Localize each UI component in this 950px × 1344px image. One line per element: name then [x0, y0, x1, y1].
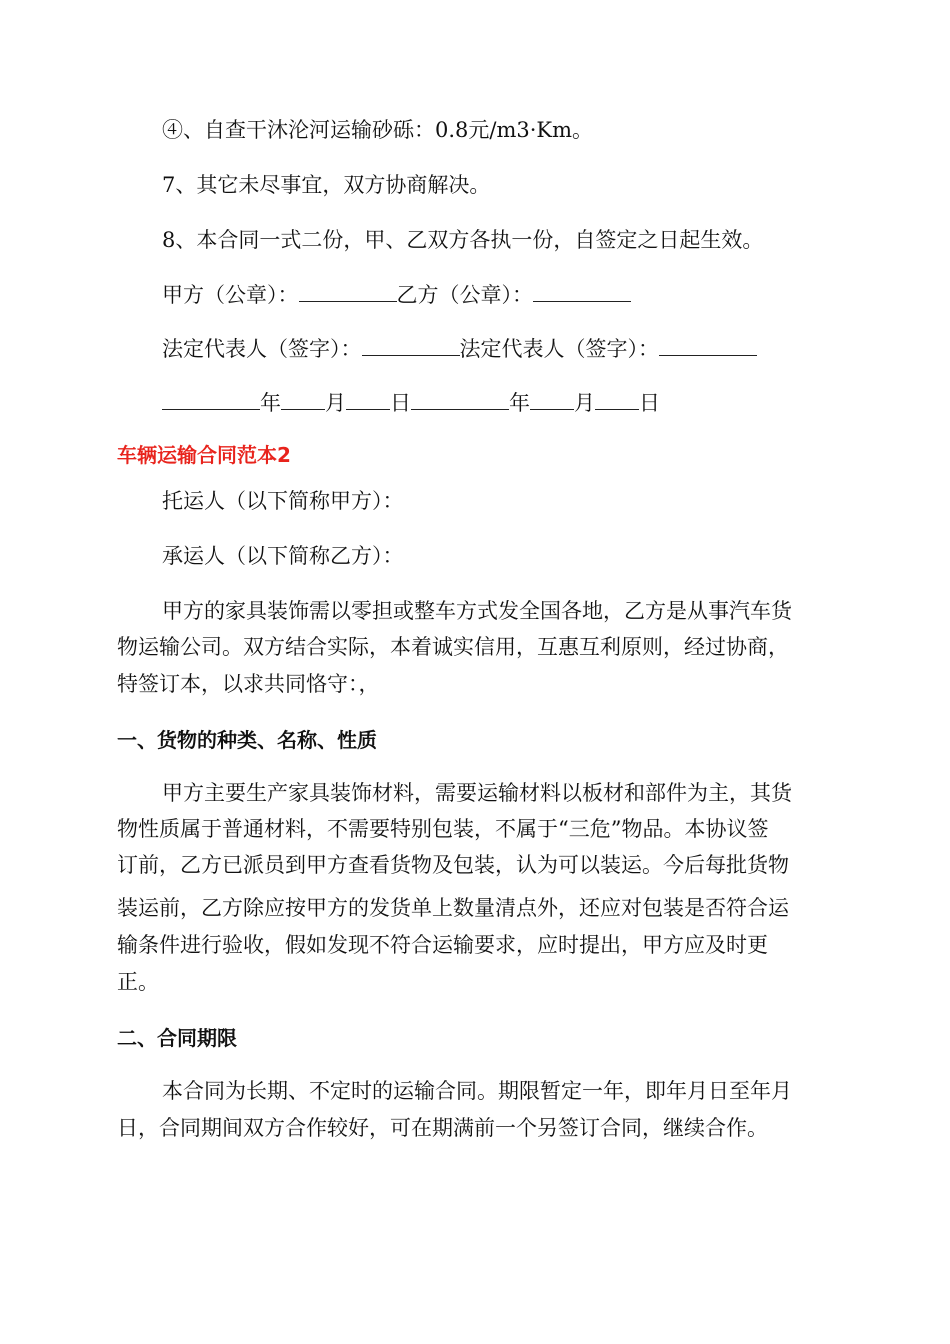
- seal-line: [162, 281, 631, 309]
- date-blank: [281, 389, 325, 410]
- goods-paragraph-line: 甲方主要生产家具装饰材料，需要运输材料以板材和部件为主，其货: [162, 781, 792, 805]
- term-paragraph-line: 日，合同期间双方合作较好，可在期满前一个另签订合同，继续合作。: [117, 1116, 768, 1140]
- signature-blank: [362, 335, 460, 356]
- carrier-line: 承运人（以下简称乙方）：: [162, 544, 404, 568]
- party-b-seal-label: 乙方（公章）：: [396, 283, 533, 307]
- month-label: 月: [325, 391, 346, 415]
- goods-paragraph-line: 正。: [117, 970, 159, 994]
- party-b-rep-label: 法定代表人（签字）：: [459, 337, 659, 361]
- month-label: 月: [574, 391, 595, 415]
- signature-blank: [533, 281, 631, 302]
- goods-paragraph-line: 订前，乙方已派员到甲方查看货物及包装，认为可以装运。今后每批货物: [117, 853, 789, 877]
- signature-blank: [299, 281, 397, 302]
- day-label: 日: [390, 391, 411, 415]
- intro-paragraph-line: 甲方的家具装饰需以零担或整车方式发全国各地，乙方是从事汽车货: [162, 599, 792, 623]
- date-blank: [162, 389, 260, 410]
- representative-line: [162, 335, 757, 363]
- heading-term: 二、合同期限: [117, 1026, 237, 1050]
- party-a-seal-label: 甲方（公章）：: [162, 283, 299, 307]
- date-blank: [346, 389, 390, 410]
- term-paragraph-line: 本合同为长期、不定时的运输合同。期限暂定一年，即年月日至年月: [162, 1079, 792, 1103]
- day-label: 日: [639, 391, 660, 415]
- clause-4-item: ④、自查干沐沦河运输砂砾：0.8元/m3·Km。: [162, 118, 594, 142]
- heading-goods: 一、货物的种类、名称、性质: [117, 728, 377, 752]
- date-blank: [411, 389, 509, 410]
- goods-paragraph-line: 装运前，乙方除应按甲方的发货单上数量清点外，还应对包装是否符合运: [117, 896, 789, 920]
- date-blank: [530, 389, 574, 410]
- goods-paragraph-line: 物性质属于普通材料，不需要特别包装，不属于“三危”物品。本协议签: [117, 817, 769, 841]
- clause-7: 7、其它未尽事宜，双方协商解决。: [162, 173, 491, 197]
- date-blank: [595, 389, 639, 410]
- date-line: [162, 389, 660, 417]
- consignor-line: 托运人（以下简称甲方）：: [162, 489, 404, 513]
- goods-paragraph-line: 输条件进行验收，假如发现不符合运输要求，应时提出，甲方应及时更: [117, 933, 768, 957]
- year-label: 年: [260, 391, 281, 415]
- clause-8: 8、本合同一式二份，甲、乙双方各执一份，自签定之日起生效。: [162, 228, 764, 252]
- section-title: 车辆运输合同范本2: [117, 443, 291, 467]
- year-label: 年: [509, 391, 530, 415]
- intro-paragraph-line: 物运输公司。双方结合实际，本着诚实信用，互惠互利原则，经过协商，: [117, 635, 789, 659]
- signature-blank: [659, 335, 757, 356]
- intro-paragraph-line: 特签订本，以求共同恪守：，: [117, 672, 380, 696]
- party-a-rep-label: 法定代表人（签字）：: [162, 337, 362, 361]
